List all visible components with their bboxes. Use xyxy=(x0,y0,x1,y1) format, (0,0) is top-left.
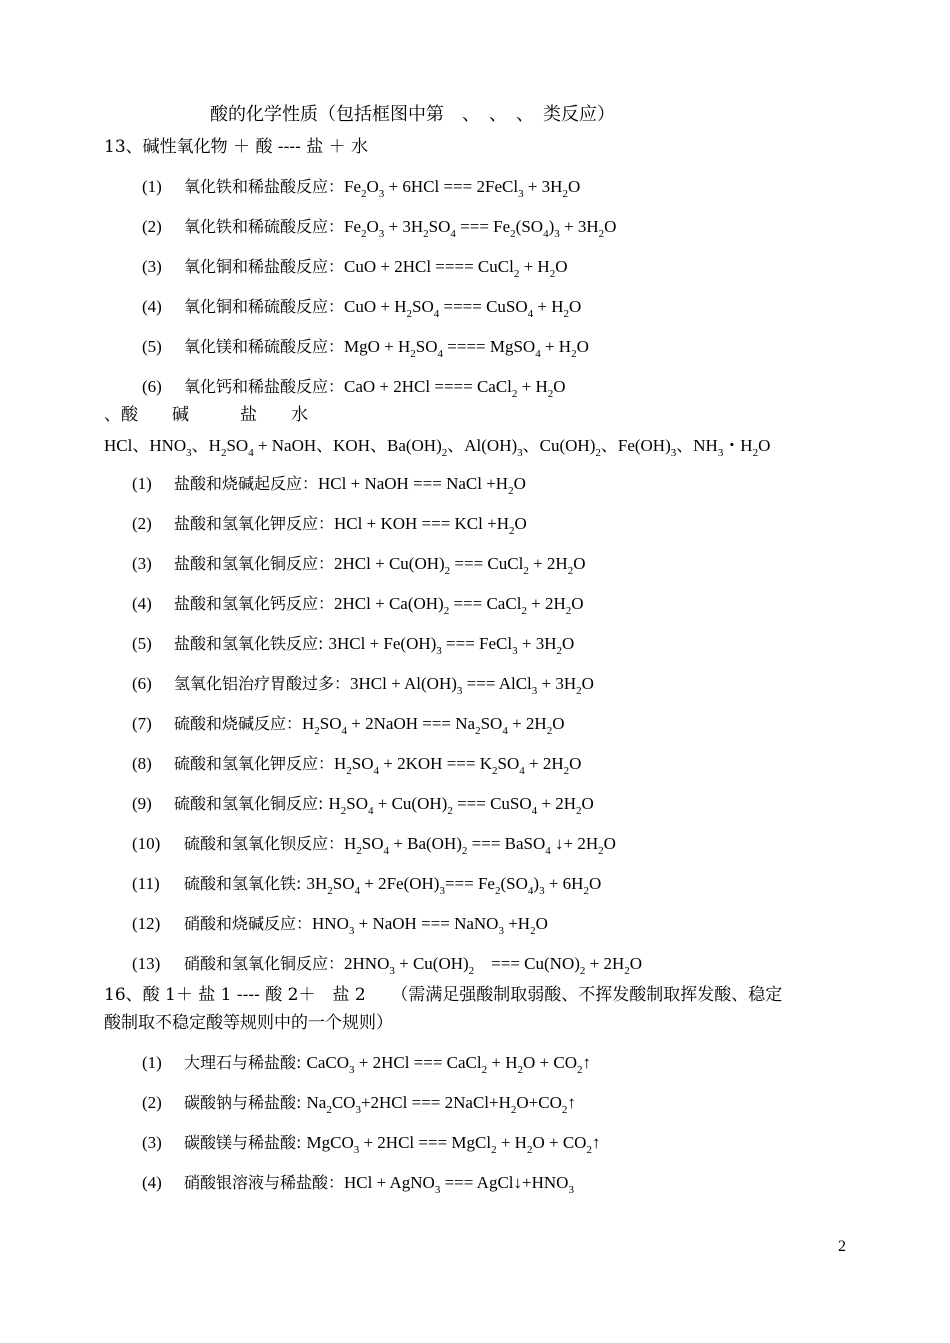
reaction-label: 盐酸和烧碱起反应： xyxy=(174,474,319,493)
item-number: (10) xyxy=(132,834,161,853)
chemical-equation: $HNO_3$ + NaOH === NaNO$_3$ $+H_2O$ xyxy=(312,914,548,937)
chemical-equation: MgCO$_3$ + 2HCl === MgCl$_2$ + $H_2O$ + $CO_2↑$ xyxy=(306,1133,601,1156)
reaction-label: 盐酸和氢氧化铜反应： xyxy=(174,554,335,573)
reaction-label: 硝酸和氢氧化铜反应： xyxy=(184,954,345,973)
equation-item xyxy=(132,673,594,695)
equation-item xyxy=(132,513,527,535)
reaction-label: 盐酸和氢氧化钙反应： xyxy=(174,594,335,613)
item-number: (2) xyxy=(142,1093,162,1112)
equation-item xyxy=(142,1092,576,1114)
section-16-heading-line2: 酸制取不稳定酸等规则中的一个规则） xyxy=(104,1013,393,1033)
reaction-label: 盐酸和氢氧化钾反应： xyxy=(174,514,335,533)
chemical-equation: $2HCl + Ca(OH)_2$ === CaCl$_2$ + $2H_2O$ xyxy=(334,594,584,617)
section-14-reactants: HCl、$HNO_3$、$H_2SO_4$ + NaOH、KOH、$Ba(OH)_2$、$Al(OH)_3$、$Cu(OH)_2$、$Fe(OH)_3$、$NH_3$・$H_2O$ xyxy=(104,436,771,459)
equation-item xyxy=(142,336,589,358)
reaction-label: 氧化铁和稀硫酸反应： xyxy=(184,217,345,236)
chemical-equation: HCl + AgNO$_3$ === $AgCl↓+HNO_3$ xyxy=(344,1173,574,1196)
chemical-equation: $Fe_2O_3 + 6HCl$ === 2FeCl$_3$ + $3H_2O$ xyxy=(344,177,581,200)
item-number: (12) xyxy=(132,914,161,933)
chemical-equation: $H_2SO_4 + 2KOH$ === $K_2SO_4 + 2H_2O$ xyxy=(334,754,582,777)
item-number: (1) xyxy=(132,474,152,493)
reaction-label: 氧化铜和稀硫酸反应： xyxy=(184,297,345,316)
equation-item xyxy=(142,216,616,238)
item-number: (7) xyxy=(132,714,152,733)
reaction-label: 氧化镁和稀硫酸反应： xyxy=(184,337,345,356)
chemical-equation: $2HCl + Cu(OH)_2$ === CuCl$_2$ + $2H_2O$ xyxy=(334,554,586,577)
reaction-label: 碳酸钠与稀盐酸: xyxy=(184,1093,307,1112)
equation-item xyxy=(142,256,567,278)
equation-item xyxy=(132,753,581,775)
item-number: (11) xyxy=(132,874,160,893)
reaction-label: 硝酸银溶液与稀盐酸： xyxy=(184,1173,345,1192)
equation-item xyxy=(132,473,526,495)
item-number: (3) xyxy=(142,257,162,276)
reaction-label: 盐酸和氢氧化铁反应: xyxy=(174,634,329,653)
equation-item xyxy=(142,176,580,198)
chemical-equation: CaCO$_3$ + 2HCl === CaCl$_2$ + $H_2O$ + $CO_2↑$ xyxy=(306,1053,591,1076)
reaction-label: 氧化铜和稀盐酸反应： xyxy=(184,257,345,276)
item-number: (5) xyxy=(142,337,162,356)
chemical-equation: $2HNO_3 + Cu(OH)_2$ === $Cu(NO)_2 + 2H_2O$ xyxy=(344,954,643,977)
reaction-label: 氧化钙和稀盐酸反应： xyxy=(184,377,345,396)
chemical-equation: $Fe_2O_3 + 3H_2SO_4$ === $Fe_2(SO_4)_3 + 3H_2O$ xyxy=(344,217,617,240)
item-number: (4) xyxy=(142,297,162,316)
item-number: (6) xyxy=(142,377,162,396)
chemical-equation: CaO + 2HCl ==== CaCl$_2$ + $H_2O$ xyxy=(344,377,566,400)
item-number: (2) xyxy=(142,217,162,236)
chemical-equation: HCl + KOH === KCl $+H_2O$ xyxy=(334,514,527,537)
item-number: (3) xyxy=(142,1133,162,1152)
equation-item xyxy=(132,713,564,735)
reaction-label: 碳酸镁与稀盐酸: xyxy=(184,1133,307,1152)
item-number: (6) xyxy=(132,674,152,693)
reaction-label: 硫酸和烧碱反应： xyxy=(174,714,303,733)
reaction-label: 硫酸和氢氧化钾反应： xyxy=(174,754,335,773)
item-number: (3) xyxy=(132,554,152,573)
section-14-heading: 、酸 碱 盐 水 xyxy=(104,405,308,425)
reaction-label: 大理石与稀盐酸: xyxy=(184,1053,307,1072)
item-number: (4) xyxy=(132,594,152,613)
page-title: 酸的化学性质（包括框图中第 、 、 、 类反应） xyxy=(210,104,615,125)
item-number: (2) xyxy=(132,514,152,533)
chemical-equation: $3HCl + Fe(OH)_3$ === FeCl$_3$ + $3H_2O$ xyxy=(328,634,575,657)
item-number: (13) xyxy=(132,954,161,973)
reaction-label: 硝酸和烧碱反应： xyxy=(184,914,313,933)
equation-item xyxy=(132,793,594,815)
chemical-equation: $H_2SO_4 + Cu(OH)_2$ === CuSO$_4$ + $2H_2O$ xyxy=(328,794,594,817)
chemical-equation: MgO + $H_2SO_4$ ==== MgSO$_4$ + $H_2O$ xyxy=(344,337,589,360)
reaction-label: 硫酸和氢氧化钡反应： xyxy=(184,834,345,853)
equation-item xyxy=(132,913,548,935)
chemical-equation: $3H_2SO_4 + 2Fe(OH)_3=== Fe_2(SO_4)_3 + 6H_2O$ xyxy=(306,874,602,897)
equation-item xyxy=(132,953,642,975)
reaction-label: 氢氧化铝治疗胃酸过多： xyxy=(174,674,351,693)
reaction-label: 氧化铁和稀盐酸反应： xyxy=(184,177,345,196)
equation-item xyxy=(142,376,566,398)
chemical-equation: $Na_2CO_3+2HCl$ === $2NaCl+H_2O+CO_2↑$ xyxy=(306,1093,576,1116)
item-number: (1) xyxy=(142,177,162,196)
item-number: (4) xyxy=(142,1173,162,1192)
section-16-heading-line1: 16、酸 1＋ 盐 1 ---- 酸 2＋ 盐 2 （需满足强酸制取弱酸、不挥发酸制取挥发酸、稳定 xyxy=(104,985,783,1005)
chemical-equation: CuO + 2HCl ==== CuCl$_2$ + $H_2O$ xyxy=(344,257,568,280)
reaction-label: 硫酸和氢氧化铁: xyxy=(184,874,307,893)
equation-item xyxy=(132,633,574,655)
equation-item xyxy=(142,1052,591,1074)
chemical-equation: $H_2SO_4$ + 2NaOH === $Na_2SO_4 + 2H_2O$ xyxy=(302,714,565,737)
equation-item xyxy=(142,1172,574,1194)
page-number: 2 xyxy=(838,1238,846,1255)
item-number: (8) xyxy=(132,754,152,773)
equation-item xyxy=(132,593,584,615)
equation-item xyxy=(142,1132,600,1154)
chemical-equation: $H_2SO_4 + Ba(OH)_2$ === BaSO$_4$ ↓+ $2H_2O$ xyxy=(344,834,616,857)
item-number: (5) xyxy=(132,634,152,653)
item-number: (1) xyxy=(142,1053,162,1072)
reaction-label: 硫酸和氢氧化铜反应: xyxy=(174,794,329,813)
item-number: (9) xyxy=(132,794,152,813)
chemical-equation: HCl + NaOH === NaCl $+H_2O$ xyxy=(318,474,526,497)
equation-item xyxy=(132,873,601,895)
equation-item xyxy=(132,833,616,855)
chemical-equation: $3HCl + Al(OH)_3$ === AlCl$_3$ + $3H_2O$ xyxy=(350,674,594,697)
equation-item xyxy=(142,296,581,318)
section-13-heading: 13、碱性氧化物 ＋ 酸 ---- 盐 ＋ 水 xyxy=(104,137,369,157)
equation-item xyxy=(132,553,586,575)
chemical-equation: CuO + $H_2SO_4$ ==== CuSO$_4$ + $H_2O$ xyxy=(344,297,582,320)
